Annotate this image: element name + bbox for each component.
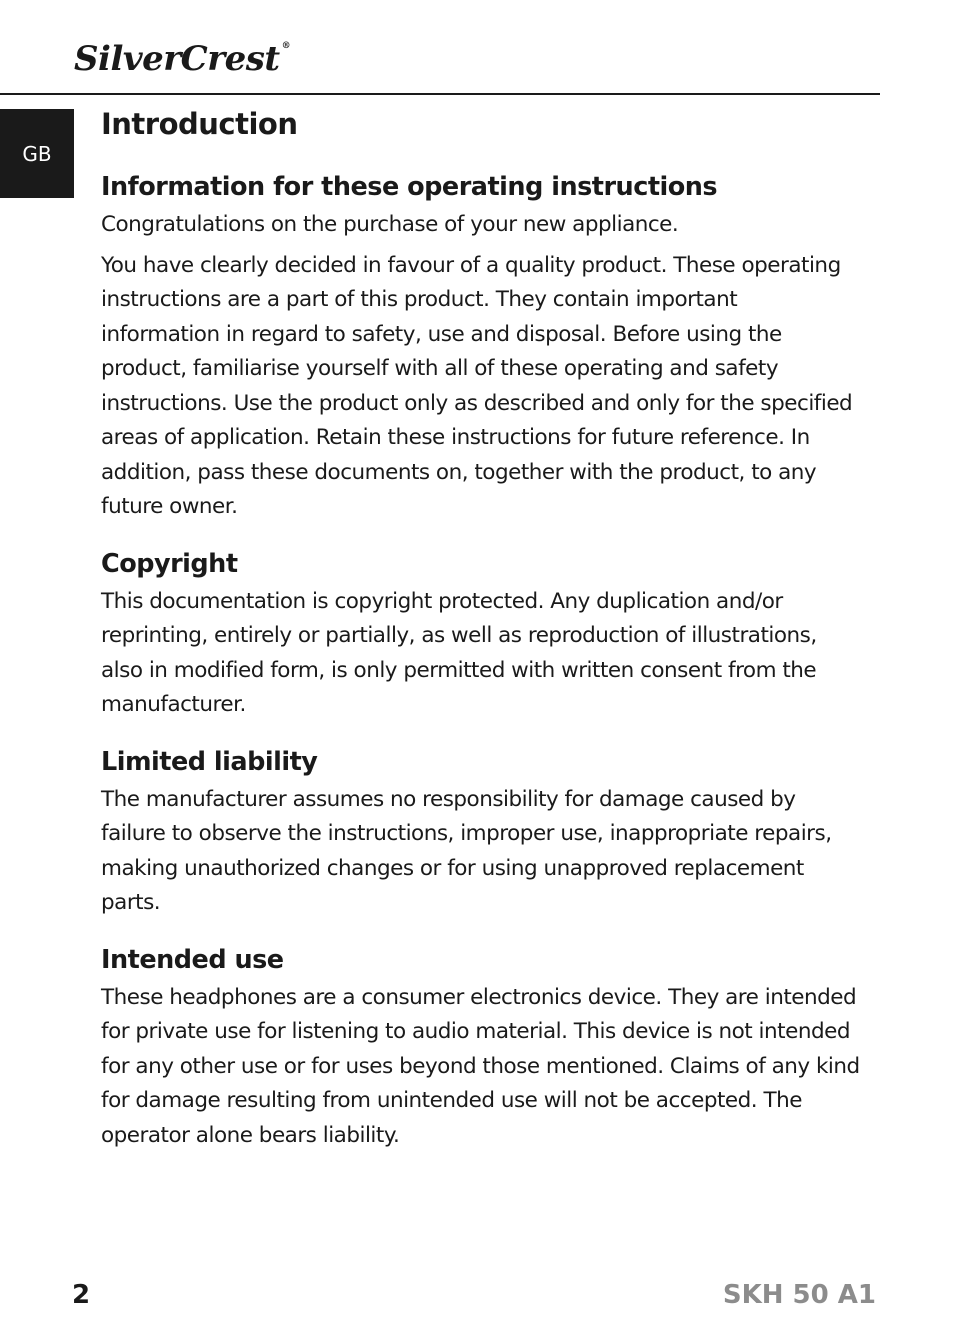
main-content (101, 104, 861, 1153)
language-tab: GB (0, 109, 74, 198)
section-paragraph: Congratulations on the purchase of your new appliance. (101, 212, 679, 237)
section-heading: Intended use (101, 944, 284, 975)
section-paragraph: The manufacturer assumes no responsibility for damage caused by failure to observe the instructions, improper use, inappropriate repairs, making unauthorized changes or for using unapproved replacement parts. (101, 786, 832, 915)
section-paragraph: This documentation is copyright protected. Any duplication and/or reprinting, entirely or partially, as well as reproduction of illustrations, also in modified form, is only permitted with written consent from the manufacturer. (101, 588, 817, 717)
section-heading: Information for these operating instructions (101, 172, 718, 202)
page-title: Introduction (101, 107, 298, 141)
section-heading: Copyright (101, 548, 238, 579)
header-rule (0, 93, 880, 95)
section-paragraph: These headphones are a consumer electronics device. They are intended for private use for listening to audio material. This device is not intended for any other use or for uses beyond those mentioned. Claims of any kind for damage resulting from unintended use will not be accepted. The operator alone bears liability. (101, 984, 860, 1148)
section-heading: Limited liability (101, 746, 318, 777)
page-number: 2 (72, 1280, 91, 1310)
registered-mark: ® (281, 41, 291, 51)
brand-name: SilverCrest (74, 39, 280, 79)
brand-logo (74, 39, 291, 79)
model-number: SKH 50 A1 (722, 1280, 876, 1310)
section-paragraph: You have clearly decided in favour of a quality product. These operating instructions are a part of this product. They contain important information in regard to safety, use and disposal. Before using the product, familiarise yourself with all of these operating and safety instructions. Use the product only as described and only for the specified areas of application. Retain these instructions for future reference. In addition, pass these documents on, together with the product, to any future owner. (101, 252, 853, 519)
